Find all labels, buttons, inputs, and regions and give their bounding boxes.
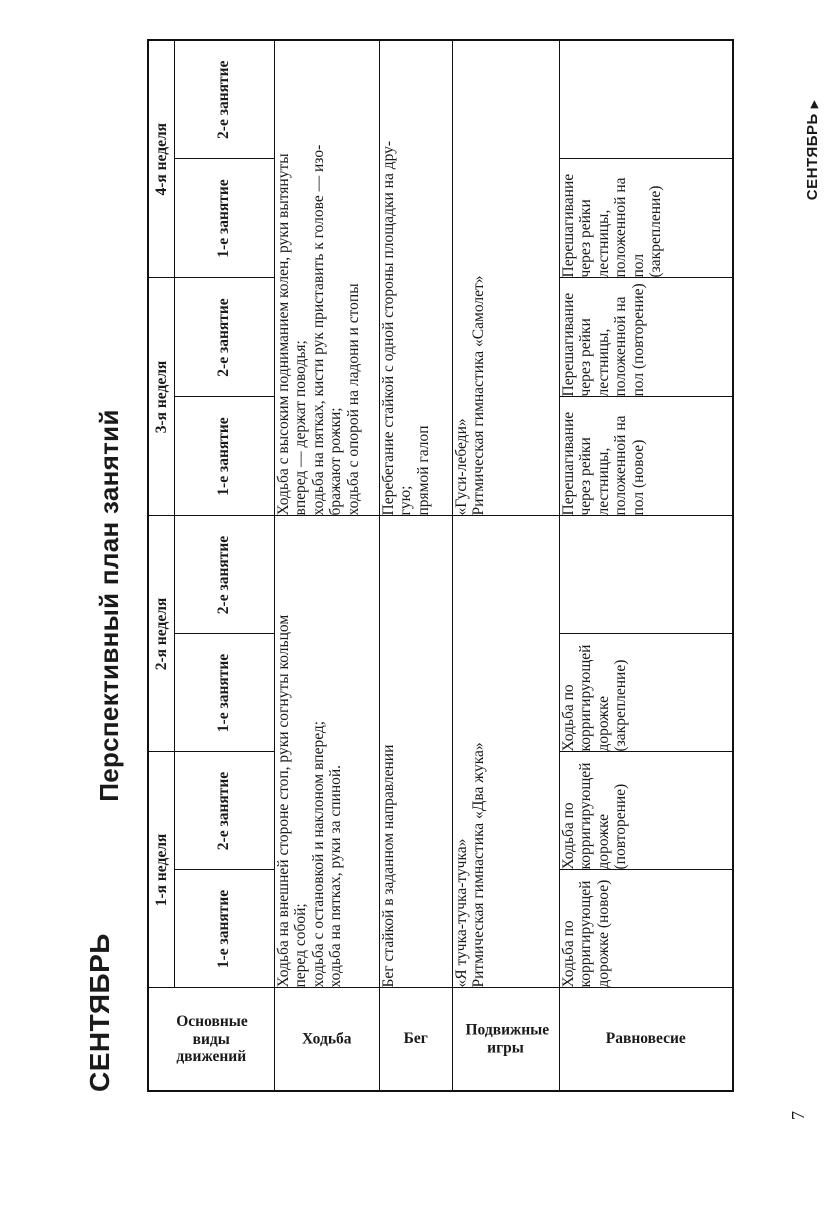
running-row — [379, 40, 452, 1091]
corner-header: Основные виды движений — [148, 988, 274, 1091]
session-header: 2-е занятие — [174, 278, 274, 397]
walking-weeks-3-4: Ходьба с высоким подниманием колен, руки вытянуты вперед — держат поводья; ходьба на пятках, кисти рук приставить к голове — изо- бражают рожки; ходьба с опорой на ладони и стопы — [274, 40, 379, 516]
week-3-header: 3-я неделя — [148, 278, 174, 516]
session-header: 1-е занятие — [174, 397, 274, 516]
balance-row — [559, 40, 733, 1091]
row-label-balance: Равновесие — [559, 988, 733, 1091]
plan-table — [147, 39, 734, 1092]
week-2-header: 2-я неделя — [148, 516, 174, 752]
balance-cell — [559, 516, 733, 634]
walking-row — [274, 40, 379, 1091]
games-row — [452, 40, 559, 1091]
section-title: СЕНТЯБРЬ — [84, 933, 115, 1092]
balance-cell: Ходьба по корригирующей дорожке (закрепление) — [559, 634, 733, 752]
footer-month-label: СЕНТЯБРЬ — [804, 113, 821, 201]
balance-cell: Ходьба по корригирующей дорожке (повторение) — [559, 752, 733, 870]
week-header-row — [148, 40, 174, 1091]
balance-cell — [559, 40, 733, 159]
week-1-header: 1-я неделя — [148, 752, 174, 988]
session-header: 1-е занятие — [174, 159, 274, 278]
balance-cell: Перешагивание через рейки лестницы, положенной на пол (закрепление) — [559, 159, 733, 278]
running-weeks-1-2: Бег стайкой в заданном направлении — [379, 516, 452, 988]
session-header: 2-е занятие — [174, 40, 274, 159]
balance-cell: Перешагивание через рейки лестницы, положенной на пол (новое) — [559, 397, 733, 516]
row-label-running: Бег — [379, 988, 452, 1091]
session-header: 1-е занятие — [174, 634, 274, 752]
page-number: 7 — [788, 1111, 808, 1120]
balance-cell: Ходьба по корригирующей дорожке (новое) — [559, 870, 733, 988]
row-label-games: Подвижные игры — [452, 988, 559, 1091]
session-header: 1-е занятие — [174, 870, 274, 988]
triangle-right-icon: ▶ — [809, 100, 820, 109]
row-label-walking: Ходьба — [274, 988, 379, 1091]
session-header-row — [174, 40, 274, 1091]
week-4-header: 4-я неделя — [148, 40, 174, 278]
balance-cell: Перешагивание через рейки лестницы, положенной на пол (повторение) — [559, 278, 733, 397]
session-header: 2-е занятие — [174, 752, 274, 870]
page-title: Перспективный план занятий — [94, 409, 124, 802]
games-weeks-3-4: «Гуси-лебеди» Ритмическая гимнастика «Самолет» — [452, 40, 559, 516]
games-weeks-1-2: «Я тучка-тучка-тучка» Ритмическая гимнастика «Два жука» — [452, 516, 559, 988]
running-weeks-3-4: Перебегание стайкой с одной стороны площадки на дру- гую; прямой галоп — [379, 40, 452, 516]
footer-month — [804, 100, 821, 200]
plan-table-wrapper — [147, 60, 734, 1092]
session-header: 2-е занятие — [174, 516, 274, 634]
walking-weeks-1-2: Ходьба на внешней стороне стоп, руки согнуты кольцом перед собой; ходьба с остановкой и наклоном вперед; ходьба на пятках, руки за спиной. — [274, 516, 379, 988]
